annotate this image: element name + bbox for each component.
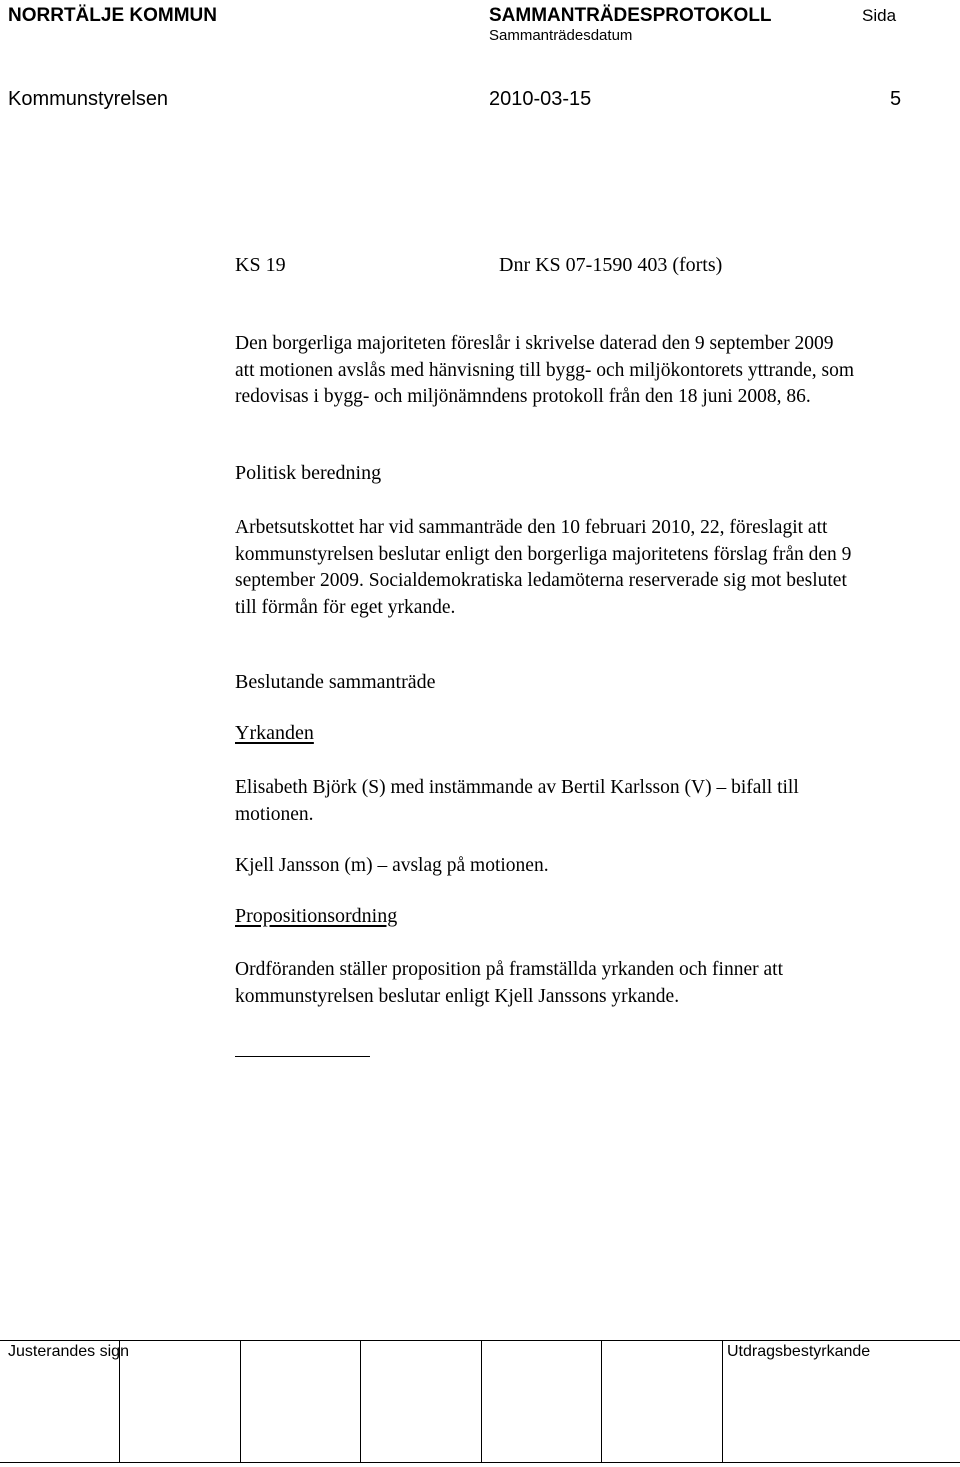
signature-box-divider bbox=[481, 1340, 482, 1462]
intro-paragraph bbox=[235, 331, 950, 411]
politisk-paragraph bbox=[235, 515, 950, 621]
meeting-date: 2010-03-15 bbox=[489, 88, 592, 110]
text-line: Elisabeth Björk (S) med instämmande av Bertil Karlsson (V) – bifall till bbox=[235, 777, 799, 798]
text-line: kommunstyrelsen beslutar enligt Kjell Janssons yrkande. bbox=[235, 985, 680, 1007]
proposition-paragraph bbox=[235, 957, 950, 1010]
page-label: Sida bbox=[862, 6, 897, 25]
case-dnr: Dnr KS 07-1590 403 (forts) bbox=[499, 254, 723, 276]
signature-rule bbox=[235, 1056, 370, 1057]
yrkande-2: Kjell Jansson (m) – avslag på motionen. bbox=[235, 855, 549, 876]
text-line: Arbetsutskottet har vid sammanträde den 10 februari 2010, 22, föreslagit att bbox=[235, 517, 828, 538]
text-line: Ordföranden ställer proposition på framställda yrkanden och finner att bbox=[235, 959, 783, 980]
footer-top-border bbox=[0, 1340, 960, 1341]
justerandes-sign-label: Justerandes sign bbox=[8, 1343, 129, 1360]
page-number: 5 bbox=[890, 88, 902, 110]
section-heading-beslutande: Beslutande sammanträde bbox=[235, 671, 436, 693]
text-line: att motionen avslås med hänvisning till bygg- och miljökontorets yttrande, som bbox=[235, 359, 855, 381]
footer-bottom-border bbox=[0, 1462, 960, 1463]
text-line: redovisas i bygg- och miljönämndens protokoll från den 18 juni 2008, 86. bbox=[235, 386, 811, 407]
subheading-yrkanden: Yrkanden bbox=[235, 722, 314, 744]
yrkande-1 bbox=[235, 775, 950, 828]
signature-box-divider bbox=[240, 1340, 241, 1462]
utdragsbestyrkande-label: Utdragsbestyrkande bbox=[727, 1343, 871, 1360]
subheading-propositionsordning: Propositionsordning bbox=[235, 905, 398, 927]
text-line: kommunstyrelsen beslutar enligt den borgerliga majoritetens förslag från den 9 bbox=[235, 543, 852, 565]
document-type: SAMMANTRÄDESPROTOKOLL bbox=[489, 5, 772, 26]
municipality-name: NORRTÄLJE KOMMUN bbox=[8, 5, 217, 26]
case-reference: KS 19 bbox=[235, 254, 286, 276]
date-label: Sammanträdesdatum bbox=[489, 27, 633, 44]
signature-box-divider bbox=[360, 1340, 361, 1462]
signature-box-divider bbox=[601, 1340, 602, 1462]
text-line: till förmån för eget yrkande. bbox=[235, 596, 456, 618]
signature-box-divider bbox=[722, 1340, 723, 1462]
text-line: september 2009. Socialdemokratiska ledamöterna reserverade sig mot beslutet bbox=[235, 570, 847, 591]
committee-name: Kommunstyrelsen bbox=[8, 88, 169, 110]
section-heading-politisk-beredning: Politisk beredning bbox=[235, 462, 382, 484]
text-line: Den borgerliga majoriteten föreslår i skrivelse daterad den 9 september 2009 bbox=[235, 333, 834, 354]
text-line: motionen. bbox=[235, 803, 314, 825]
